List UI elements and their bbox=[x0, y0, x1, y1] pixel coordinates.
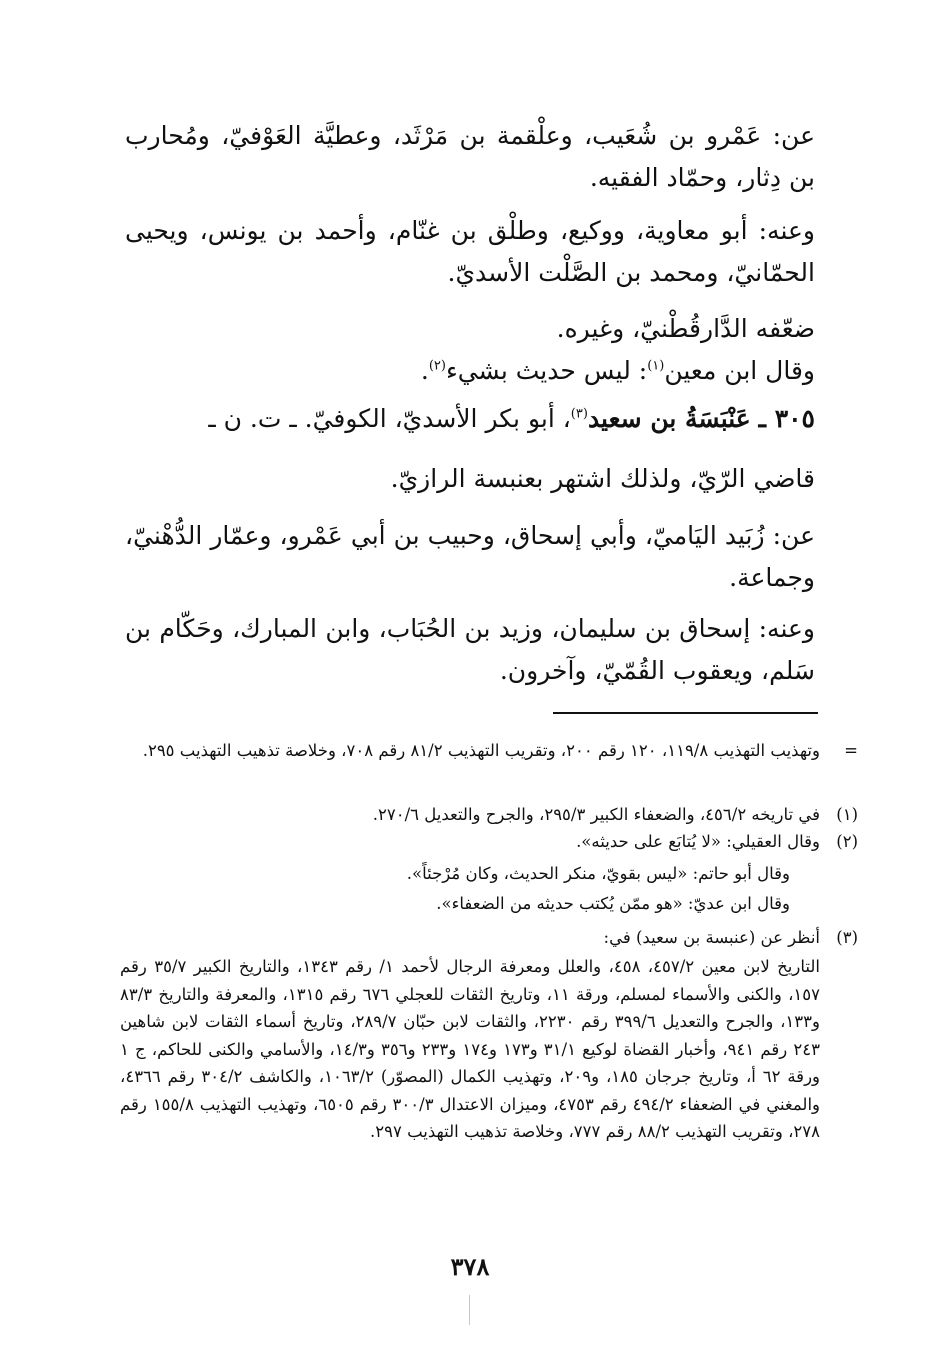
footnote-3-intro: أنظر عن (عنبسة بن سعيد) في: bbox=[603, 928, 820, 947]
footnote-continuation-text: وتهذيب التهذيب ١١٩/٨، ١٢٠ رقم ٢٠٠، وتقريب التهذيب ٨١/٢ رقم ٧٠٨، وخلاصة تذهيب التهذيب ٢٩٥. bbox=[142, 741, 820, 760]
footnote-2-line-3: وقال ابن عديّ: «هو ممّن يُكتب حديثه من الضعفاء». bbox=[436, 894, 790, 913]
footnote-2-line-2: وقال أبو حاتم: «ليس بقويّ، منكر الحديث، وكان مُرْجئاً». bbox=[406, 864, 790, 883]
ibn-maeen-quote-end: . bbox=[420, 356, 429, 385]
narrators-from-paragraph: عن: عَمْرو بن شُعَيب، وعلْقمة بن مَرْثَد، وعطيَّة العَوْفيّ، ومُحارب بن دِثار، وحمّاد الفقيه. bbox=[125, 121, 815, 192]
footnote-1 bbox=[120, 802, 858, 828]
entry-name: عَنْبَسَةُ بن سعيد bbox=[587, 404, 751, 433]
page-number: ٣٧٨ bbox=[450, 1252, 490, 1281]
entry-heading bbox=[125, 398, 815, 440]
footnote-2-text: وقال العقيلي: «لا يُتابَع على حديثه». bbox=[576, 832, 820, 851]
entry-narrators-to-paragraph: وعنه: إسحاق بن سليمان، وزيد بن الحُبَاب، وابن المبارك، وحَكّام بن سَلم، ويعقوب القُمّيّ، وآخرون. bbox=[125, 614, 815, 685]
criticism-paragraph: ضعّفه الدَّارقُطْنيّ، وغيره. bbox=[556, 314, 815, 343]
narrators-to-paragraph: وعنه: أبو معاوية، ووكيع، وطلْق بن غنّام، وأحمد بن يونس، ويحيى الحمّانيّ، ومحمد بن الصَّلْت الأسديّ. bbox=[125, 216, 815, 287]
footnote-continuation bbox=[120, 738, 858, 764]
footnote-1-text: في تاريخه ٤٥٦/٢، والضعفاء الكبير ٢٩٥/٣، والجرح والتعديل ٢٧٠/٦. bbox=[372, 805, 820, 824]
footnote-continuation-mark: = bbox=[844, 741, 858, 760]
footnote-separator bbox=[553, 712, 818, 714]
footnote-ref-3[interactable]: (٣) bbox=[570, 406, 588, 422]
footnote-3-body: التاريخ لابن معين ٤٥٧/٢، ٤٥٨، والعلل ومعرفة الرجال لأحمد ١/ رقم ١٣٤٣، والتاريخ الكبير ٣٥/٧ رقم ١٥٧، والكنى والأسماء لمسلم، ورقة ١١، وتاريخ الثقات للعجلي ٦٧٦ رقم ١٣١٥، والمعرفة والتاريخ ٨٣/٣ و١٣٣، والجرح والتعديل ٣٩٩/٦ رقم ٢٢٣٠، والثقات لابن حبّان ٢٨٩/٧، وتاريخ أسماء الثقات لابن شاهين ٢٤٣ رقم ٩٤١، وأخبار القضاة لوكيع ٣١/١ و١٧٣ و١٧٤ و٢٣٣ و٣٥٦ و١٤/٣، والأسامي والكنى للحاكم، ج ١ ورقة ٦٢ أ، وتاريخ جرجان ١٨٥، و٢٠٩، وتهذيب الكمال (المصوّر) ١٠٦٣/٢، والكاشف ٣٠٤/٢ رقم ٤٣٦٦، والمغني في الضعفاء ٤٩٤/٢ رقم ٤٧٥٣، وميزان الاعتدال ٣٠٠/٣ رقم ٦٥٠٥، وتهذيب التهذيب ١٥٥/٨ رقم ٢٧٨، وتقريب التهذيب ٨٨/٢ رقم ٧٧٧، وخلاصة تذهيب التهذيب ٢٩٧. bbox=[120, 957, 821, 1141]
footnote-3 bbox=[120, 925, 858, 951]
footnote-ref-1[interactable]: (١) bbox=[647, 358, 665, 374]
entry-description: ، أبو بكر الأسديّ، الكوفيّ. ـ ت. ن ـ bbox=[208, 404, 571, 433]
ibn-maeen-quote-text: وقال ابن معين bbox=[664, 356, 815, 385]
entry-narrators-from-paragraph: عن: زُبَيد اليَاميّ، وأبي إسحاق، وحبيب بن أبي عَمْرو، وعمّار الدُّهْنيّ، وجماعة. bbox=[125, 521, 815, 592]
ibn-maeen-quote-rest: : ليس حديث بشيء bbox=[445, 356, 648, 385]
entry-number: ٣٠٥ ـ bbox=[758, 404, 815, 433]
footnote-2 bbox=[120, 829, 858, 855]
footnote-ref-2[interactable]: (٢) bbox=[428, 358, 446, 374]
footnote-3-mark: (٣) bbox=[836, 928, 858, 947]
entry-note-paragraph: قاضي الرّيّ، ولذلك اشتهر بعنبسة الرازيّ. bbox=[390, 464, 815, 493]
footnote-2-mark: (٢) bbox=[836, 832, 858, 851]
ibn-maeen-quote bbox=[125, 350, 815, 392]
footnote-1-mark: (١) bbox=[836, 805, 858, 824]
page-crease-mark bbox=[469, 1295, 470, 1325]
